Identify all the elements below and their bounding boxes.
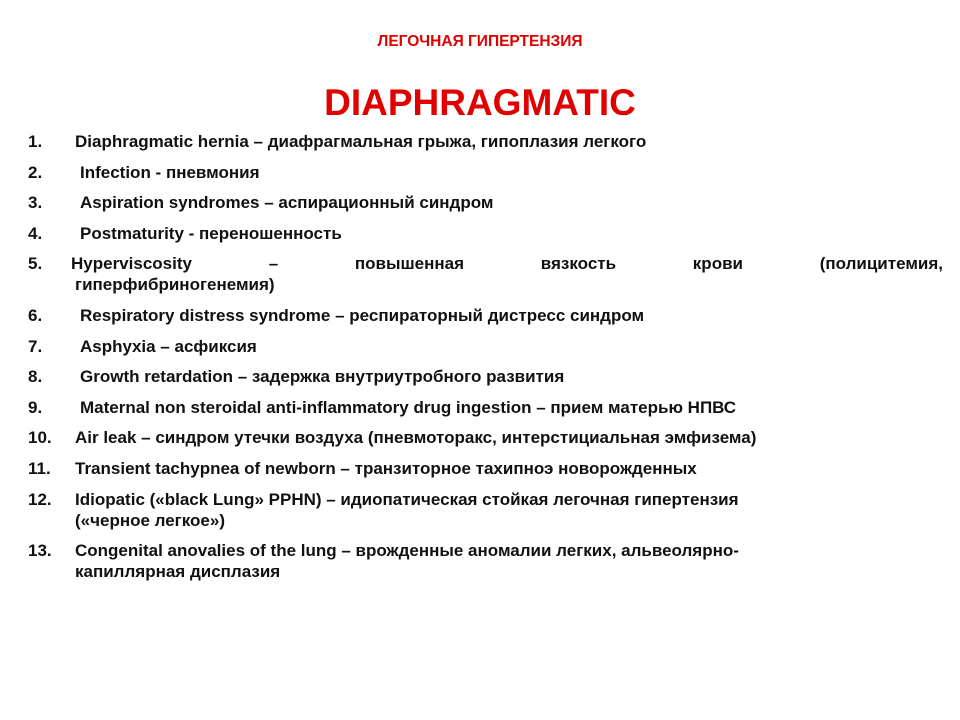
item-text: Infection - пневмония <box>80 162 260 182</box>
item-number: 3. <box>28 193 43 213</box>
item-text-continuation: капиллярная дисплазия <box>75 562 281 582</box>
item-text: Growth retardation – задержка внутриутробного развития <box>80 367 565 387</box>
list-item <box>28 336 943 357</box>
list-item <box>28 489 943 531</box>
slide-title: DIAPHRAGMATIC <box>324 82 636 123</box>
item-text-continuation: («черное легкое») <box>75 510 226 530</box>
item-word: – <box>268 254 279 274</box>
item-text: Diaphragmatic hernia – диафрагмальная грыжа, гипоплазия легкого <box>75 132 647 151</box>
item-text-justified-line <box>28 253 943 274</box>
item-text: Congenital anovalies of the lung – врожденные аномалии легких, альвеолярно- <box>75 541 739 561</box>
list-item <box>28 253 943 295</box>
item-word: Hyperviscosity <box>71 254 192 274</box>
item-number: 4. <box>28 223 43 243</box>
list-item <box>28 192 943 213</box>
item-number: 9. <box>28 397 43 417</box>
list-item <box>28 366 943 387</box>
item-text: Asphyxia – асфиксия <box>80 336 257 356</box>
list-item <box>28 305 943 326</box>
list-item <box>28 540 943 582</box>
item-text: Transient tachypnea of newborn – транзиторное тахипноэ новорожденных <box>75 458 697 478</box>
list-item <box>28 458 943 479</box>
list-item <box>28 162 943 183</box>
list-item <box>28 223 943 244</box>
item-word: (полицитемия, <box>819 254 943 274</box>
list-item <box>28 427 943 448</box>
item-number: 11. <box>28 458 51 478</box>
slide-supertitle: ЛЕГОЧНАЯ ГИПЕРТЕНЗИЯ <box>377 33 583 50</box>
item-number: 8. <box>28 367 43 387</box>
item-word: крови <box>692 254 743 274</box>
item-text: Respiratory distress syndrome – респираторный дистресс синдром <box>80 305 645 325</box>
cause-list <box>28 131 943 592</box>
item-number: 12. <box>28 489 52 509</box>
item-text: Air leak – синдром утечки воздуха (пневмоторакс, интерстициальная эмфизема) <box>75 428 757 448</box>
item-word: повышенная <box>354 254 465 274</box>
item-number: 1. <box>28 132 43 151</box>
item-text: Maternal non steroidal anti-inflammatory drug ingestion – прием матерью НПВС <box>80 397 737 417</box>
item-number: 2. <box>28 162 43 182</box>
item-text: Postmaturity - переношенность <box>80 223 342 243</box>
item-text-continuation: гиперфибриногенемия) <box>75 275 275 295</box>
item-text: Aspiration syndromes – аспирационный синдром <box>80 193 494 213</box>
item-text: Idiopatic («black Lung» PPHN) – идиопатическая стойкая легочная гипертензия <box>75 489 739 509</box>
item-word: вязкость <box>540 254 617 274</box>
item-number: 5. <box>28 254 43 274</box>
list-item <box>28 131 943 152</box>
item-number: 7. <box>28 336 43 356</box>
list-item <box>28 397 943 418</box>
item-number: 6. <box>28 305 43 325</box>
item-number: 10. <box>28 428 52 448</box>
item-number: 13. <box>28 541 52 561</box>
